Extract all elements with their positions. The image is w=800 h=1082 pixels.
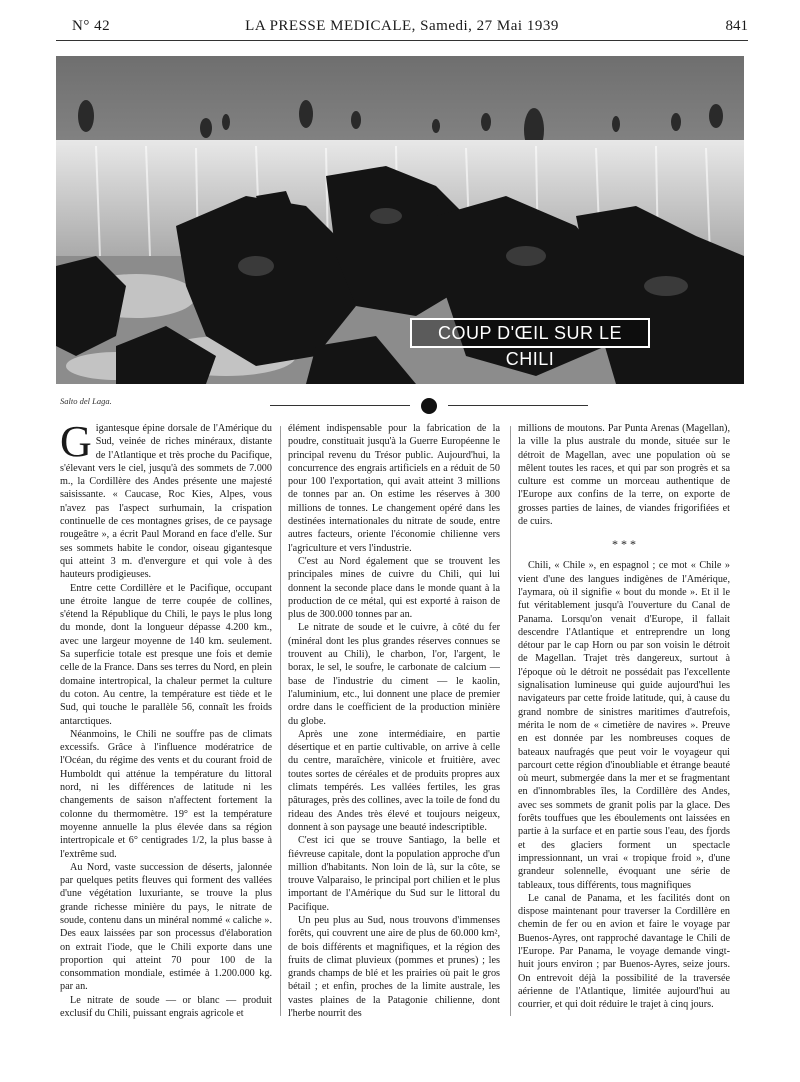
paragraph: élément indispensable pour la fabrication de la poudre, constituait jusqu'à la Guerre Européenne le principal revenu du Trésor public. Aujourd'hui, la concurrence des engrais artificiels en a réduit de 50 pour 100 l'exportation, qui avait atteint 3 millions de tonnes par an. On estime les réserves à 300 millions de tonnes. Le changement opéré dans les destinées internationales du nitrate de soude, entre autres facteurs, oriente l'économie chilienne vers l'agriculture et vers l'industrie.	[288, 423, 500, 554]
paragraph: Néanmoins, le Chili ne souffre pas de climats excessifs. Grâce à l'influence modératrice de l'Océan, du régime des vents et du courant froid de Humboldt qui atténue la température du littoral nord, ni les différences de latitude ni les changements de saison n'affectent fortement la colonne du thermomètre. 19° est la température moyenne annuelle la plus élevée dans sa région intertropicale et 6° centigrades 1/2, la plus basse à l'extrême sud.	[60, 728, 272, 860]
paragraph: Après une zone intermédiaire, en partie désertique et en partie cultivable, on arrive à celle du centre, maraîchère, vinicole et fruitière, avec toutes sortes de céréales et de produits propres aux climats tempérés. Les vallées fertiles, les gras pâturages, près des collines, avec la toile de fond du rideau des Andes très élevé et toujours neigeux, donnent à son paysage une beauté indescriptible.	[288, 728, 500, 833]
drop-cap: G	[60, 417, 92, 466]
page-number: 841	[725, 18, 748, 34]
article-column-1	[60, 417, 272, 1020]
header-rule	[56, 40, 748, 41]
paragraph: Le canal de Panama, et les facilités dont on dispose maintenant pour traverser la Cordillère en chemin de fer ou en avion et faire le voyage par Buenos-Ayres, ont rapproché davantage le Chili de l'Europe. Par Panama, le voyage demande vingt-huit jours environ ; par Buenos-Ayres, seize jours. On entrevoit déjà la possibilité de la traversée aérienne de l'Atlantique, limitée aujourd'hui au courrier, et qui doit réduire le trajet à cinq jours.	[518, 892, 730, 1011]
paragraph: Au Nord, vaste succession de déserts, jalonnée par quelques petits fleuves qui forment des vallées d'une végétation luxuriante, se trouve la plus grande richesse minière du pays, le nitrate de soude, contenu dans un minéral nommé « caliche ». Des eaux laissées par son processus d'élaboration on extrait l'iode, que le Chili exporte dans une proportion qui atteint 70 pour 100 de la consommation mondiale, estimée à 1.200.000 kg. par an.	[60, 861, 272, 993]
paragraph: C'est au Nord également que se trouvent les principales mines de cuivre du Chili, qui lui donnent la seconde place dans le monde quant à la production de ce métal, qui est exporté à raison de plus de 300.000 tonnes par an.	[288, 555, 500, 621]
column-divider-1	[280, 426, 281, 1016]
photo-caption: Salto del Laga.	[60, 396, 112, 406]
paragraph: Entre cette Cordillère et le Pacifique, occupant une étroite langue de terre coupée de collines, s'étend la République du Chili, le pays le plus long du monde, dont la longueur dépasse 4.200 km., avec une largeur moyenne de 140 km. seulement. Sa superficie totale est presque une fois et demie celle de la France. Dans ses terres du Nord, en plein domaine intertropical, la chaleur permet la culture du coton. Au centre, la température est tiède et le Sud, qui touche le parallèle 56, connaît les froids antarctiques.	[60, 582, 272, 727]
paragraph: Le nitrate de soude — or blanc — produit exclusif du Chili, puissant engrais agricole et	[60, 994, 272, 1020]
caption-rule-left	[270, 405, 410, 406]
paragraph: millions de moutons. Par Punta Arenas (Magellan), la ville la plus australe du monde, située sur le détroit de Magellan, avec une population où se mêlent toutes les races, et qui par son progrès et sa culture est comme un morceau authentique de l'Europe aux confins de la terre, on exporte de grosses parties de laines, de viandes frigorifiées et de cuirs.	[518, 423, 730, 528]
paragraph: Le nitrate de soude et le cuivre, à côté du fer (minéral dont les plus grandes réserves connues se trouvent au Chili), le charbon, l'or, l'argent, le borax, le sel, le soufre, le carbonate de calcium — base de l'industrie du ciment — le kaolin, l'aluminium, etc., lui donnent une place de premier ordre dans le coefficient de la production minière du globe.	[288, 622, 500, 727]
caption-rule-right	[448, 405, 588, 406]
issue-number: N° 42	[72, 18, 111, 34]
article-column-2	[288, 422, 500, 1020]
journal-title: LA PRESSE MEDICALE, Samedi, 27 Mai 1939	[245, 18, 559, 34]
article-column-3	[518, 422, 730, 1011]
column-divider-2	[510, 426, 511, 1016]
overlay-title: COUP D'ŒIL SUR LE CHILI	[410, 318, 650, 348]
paragraph: Un peu plus au Sud, nous trouvons d'immenses forêts, qui couvrent une aire de plus de 60.000 km², de bois différents et magnifiques, et la région des fruits de climat pluvieux (pommes et prunes) ; les grands champs de blé et les prairies où pait le gros bétail ; et enfin, proches de la limite australe, les vastes plaines de la Patagonie chilienne, dont l'herbe nourrit des	[288, 914, 500, 1020]
paragraph: C'est ici que se trouve Santiago, la belle et fiévreuse capitale, dont la population approche d'un million d'habitants. Non loin de là, sur la côte, se trouve Valparaiso, le principal port chilien et le plus important de l'Amérique du Sud sur le littoral du Pacifique.	[288, 835, 500, 913]
section-bullet	[421, 398, 437, 414]
paragraph: Chili, « Chile », en espagnol ; ce mot « Chile » vient d'une des langues indigènes de l'Amérique, l'aymara, où il signifie « bout du monde ». Et il le fut véritablement jusqu'à l'ouverture du Canal de Panama. Lorsqu'on venait d'Europe, il fallait descendre l'Atlantique et entreprendre un long détour par le cap Horn ou par son voisin le détroit de Magellan. Trajet très dangereux, surtout à l'époque où le détroit ne possédait pas l'excellente signalisation lumineuse qui guide aujourd'hui les navigateurs par cette froide latitude, qui, à cause du grand nombre de sinistres maritimes d'autrefois, mérita le nom de « cimetière de navires ». Preuve en est donnée par les nombreuses coques de bateaux naufragés que peut voir le voyageur qui parcourt cette région d'inoubliable et étrange beauté où meurt, submergée dans la mer et se fragmentant en d'innombrables îles, la Cordillère des Andes, avec ses sommets de granit polis par la glace. Des forêts touffues que les éboulements ont laissées en partie à la surface et en partie sous l'eau, des fjords et des glaciers forment un spectacle impressionnant, un vrai « tropique froid », d'une grandeur solennelle, évoquant une série de tableaux, tous différents, tous magnifiques	[518, 560, 730, 891]
section-separator-stars: * * *	[612, 537, 636, 552]
paragraph: Gigantesque épine dorsale de l'Amérique du Sud, veinée de riches minéraux, distante de l'Atlantique et très proche du Pacifique, s'élevant vers le ciel, jusqu'à des sommets de 7.000 m., la Cordillère des Andes présente une majesté saisissante. « Caucase, Roc Kies, Alpes, vous n'avez pas l'aspect surhumain, la crispation continuelle de ces montagnes grises, de ce paysage rougeâtre », a écrit Paul Morand en face d'elle. Sur ses sommets habite le condor, oiseau gigantesque qui atteint 3 m. d'envergure et qui vole à des hauteurs prodigieuses.	[60, 417, 272, 581]
